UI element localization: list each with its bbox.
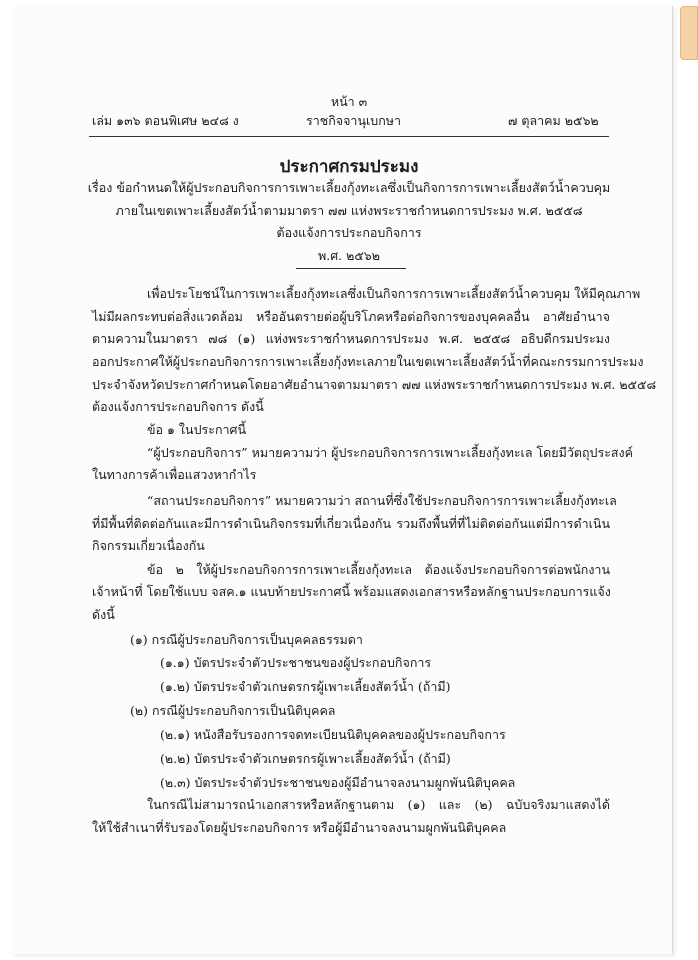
subject-line-1: เรื่อง ข้อกำหนดให้ผู้ประกอบกิจการการเพาะเลี้ยงกุ้งทะเลซึ่งเป็นกิจการการเพาะเลี้ยงสัตว์น้ำควบคุม — [87, 180, 611, 195]
preamble-line: ออกประกาศให้ผู้ประกอบกิจการการเพาะเลี้ยงกุ้งทะเลภายในเขตเพาะเลี้ยงสัตว์น้ำที่คณะกรรมการประมง — [92, 354, 644, 369]
closing-line: ในกรณีไม่สามารถนำเอกสารหรือหลักฐานตาม (๑) และ (๒) ฉบับจริงมาแสดงได้ — [147, 797, 610, 812]
closing-line: ให้ใช้สำเนาที่รับรองโดยผู้ประกอบกิจการ หรือผู้มีอำนาจลงนามผูกพันนิติบุคคล — [92, 820, 507, 835]
page-corner-tab — [680, 6, 698, 60]
case-2-heading: (๒) กรณีผู้ประกอบกิจการเป็นนิติบุคคล — [130, 703, 336, 718]
clause-2-line: เจ้าหน้าที่ โดยใช้แบบ จสค.๑ แนบท้ายประกาศนี้ พร้อมแสดงเอกสารหรือหลักฐานประกอบการแจ้ง — [92, 584, 611, 599]
definition-line: ที่มีพื้นที่ติดต่อกันและมีการดำเนินกิจกรรมที่เกี่ยวเนื่องกัน รวมถึงพื้นที่ที่ไม่ติดต่อกันแต่มีการดำเนิน — [92, 516, 610, 531]
header-rule — [89, 136, 609, 137]
gazette-volume: เล่ม ๑๓๖ ตอนพิเศษ ๒๔๘ ง — [92, 113, 239, 128]
case-2-item: (๒.๒) บัตรประจำตัวเกษตรกรผู้เพาะเลี้ยงสัตว์น้ำ (ถ้ามี) — [160, 751, 451, 766]
clause-2-line: ข้อ ๒ ให้ผู้ประกอบกิจการการเพาะเลี้ยงกุ้งทะเล ต้องแจ้งประกอบกิจการต่อพนักงาน — [147, 562, 610, 577]
subject-line-3: ต้องแจ้งการประกอบกิจการ — [276, 225, 422, 240]
preamble-line: ประจำจังหวัดประกาศกำหนดโดยอาศัยอำนาจตามมาตรา ๗๗ แห่งพระราชกำหนดการประมง พ.ศ. ๒๕๕๘ — [92, 377, 657, 392]
clause-2-line: ดังนี้ — [92, 607, 115, 622]
preamble-line: ตามความในมาตรา ๗๘ (๑) แห่งพระราชกำหนดการประมง พ.ศ. ๒๕๕๘ อธิบดีกรมประมง — [92, 331, 610, 346]
title-underline — [296, 268, 406, 269]
definition-line: กิจกรรมเกี่ยวเนื่องกัน — [92, 538, 205, 553]
page-number: หน้า ๓ — [330, 94, 368, 109]
definition-line: ในทางการค้าเพื่อแสวงหากำไร — [92, 467, 257, 482]
case-1-item: (๑.๒) บัตรประจำตัวเกษตรกรผู้เพาะเลี้ยงสัตว์น้ำ (ถ้ามี) — [160, 679, 451, 694]
preamble-line: ต้องแจ้งการประกอบกิจการ ดังนี้ — [92, 399, 264, 414]
announcement-year: พ.ศ. ๒๕๖๒ — [318, 248, 380, 263]
subject-line-2: ภายในเขตเพาะเลี้ยงสัตว์น้ำตามมาตรา ๗๗ แห่งพระราชกำหนดการประมง พ.ศ. ๒๕๕๘ — [115, 203, 583, 218]
announcement-title: ประกาศกรมประมง — [279, 157, 419, 177]
preamble-line: ไม่มีผลกระทบต่อสิ่งแวดล้อม หรืออันตรายต่อผู้บริโภคหรือต่อกิจการของบุคคลอื่น อาศัยอำนาจ — [92, 309, 610, 324]
definition-line: “สถานประกอบกิจการ” หมายความว่า สถานที่ซึ่งใช้ประกอบกิจการการเพาะเลี้ยงกุ้งทะเล — [147, 493, 617, 508]
preamble-line: เพื่อประโยชน์ในการเพาะเลี้ยงกุ้งทะเลซึ่งเป็นกิจการการเพาะเลี้ยงสัตว์น้ำควบคุม ให้มีคุณภาพ — [147, 286, 641, 301]
gazette-date: ๗ ตุลาคม ๒๕๖๒ — [508, 113, 599, 128]
clause-1-heading: ข้อ ๑ ในประกาศนี้ — [147, 422, 247, 437]
gazette-name: ราชกิจจานุเบกษา — [306, 113, 402, 128]
definition-line: “ผู้ประกอบกิจการ” หมายความว่า ผู้ประกอบกิจการการเพาะเลี้ยงกุ้งทะเล โดยมีวัตถุประสงค์ — [147, 445, 634, 460]
case-1-heading: (๑) กรณีผู้ประกอบกิจการเป็นบุคคลธรรมดา — [130, 632, 363, 647]
case-1-item: (๑.๑) บัตรประจำตัวประชาชนของผู้ประกอบกิจการ — [160, 655, 432, 670]
case-2-item: (๒.๓) บัตรประจำตัวประชาชนของผู้มีอำนาจลงนามผูกพันนิติบุคคล — [160, 775, 516, 790]
case-2-item: (๒.๑) หนังสือรับรองการจดทะเบียนนิติบุคคลของผู้ประกอบกิจการ — [160, 727, 506, 742]
